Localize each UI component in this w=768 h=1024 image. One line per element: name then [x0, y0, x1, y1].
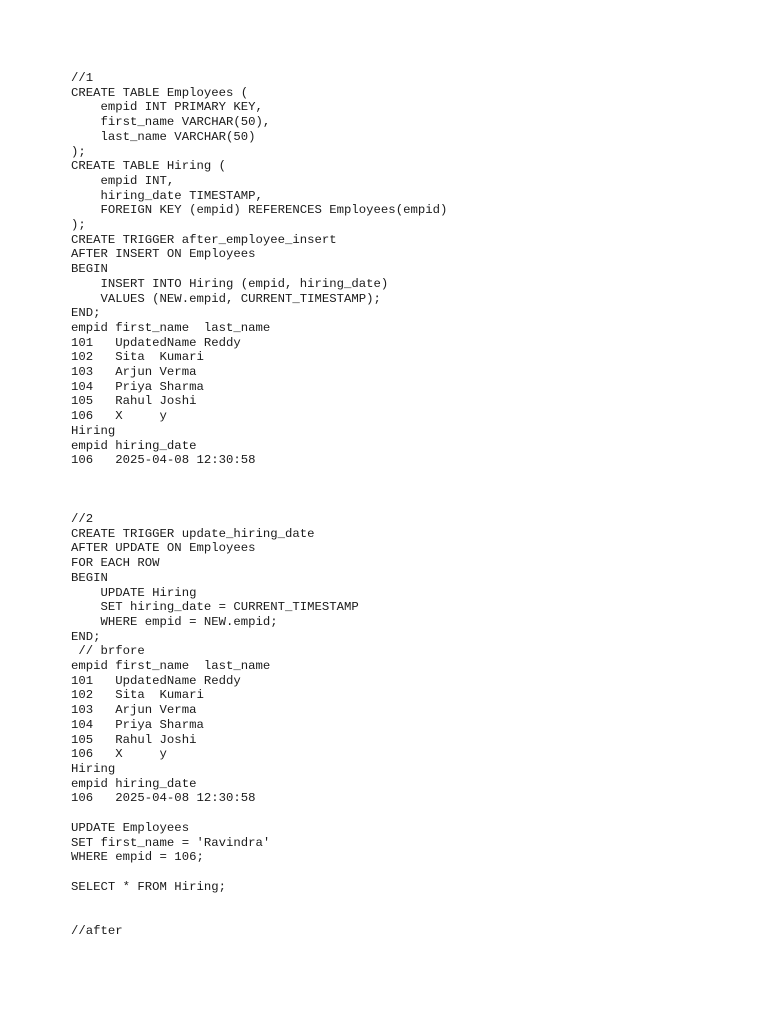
code-line: SET first_name = 'Ravindra' [71, 835, 271, 850]
code-line: last_name VARCHAR(50) [71, 129, 256, 144]
code-line: UPDATE Hiring [71, 585, 197, 600]
code-line: SELECT * FROM Hiring; [71, 879, 226, 894]
code-line: VALUES (NEW.empid, CURRENT_TIMESTAMP); [71, 291, 381, 306]
table-row: 106 2025-04-08 12:30:58 [71, 453, 256, 468]
blank-line [71, 894, 751, 909]
code-line: //1 [71, 71, 94, 85]
code-line: UPDATE Employees [71, 820, 190, 835]
code-line: BEGIN [71, 262, 108, 277]
code-line: CREATE TABLE Hiring ( [71, 159, 226, 174]
table-row: 103 Arjun Verma [71, 703, 197, 718]
table-row: 102 Sita Kumari [71, 350, 204, 365]
table-row: 106 X y [71, 409, 167, 424]
code-line: first_name VARCHAR(50), [71, 115, 271, 130]
code-line: ); [71, 218, 86, 233]
table-row: 106 2025-04-08 12:30:58 [71, 791, 256, 806]
code-line: CREATE TABLE Employees ( [71, 85, 249, 100]
code-line: WHERE empid = 106; [71, 850, 204, 865]
code-line: INSERT INTO Hiring (empid, hiring_date) [71, 276, 389, 291]
table-header-row: empid first_name last_name [71, 320, 271, 335]
code-line: hiring_date TIMESTAMP, [71, 188, 263, 203]
code-line: FOREIGN KEY (empid) REFERENCES Employees(empid) [71, 203, 448, 218]
table-row: 104 Priya Sharma [71, 717, 204, 732]
code-line: CREATE TRIGGER after_employee_insert [71, 232, 337, 247]
comment-line: // brfore [71, 644, 145, 659]
table-row: 104 Priya Sharma [71, 379, 204, 394]
table-row: 103 Arjun Verma [71, 365, 197, 380]
code-line: empid INT PRIMARY KEY, [71, 100, 263, 115]
table-row: 101 UpdatedName Reddy [71, 673, 241, 688]
table-title: Hiring [71, 762, 116, 776]
table-row: 101 UpdatedName Reddy [71, 335, 241, 350]
blank-line [71, 865, 751, 880]
table-row: 105 Rahul Joshi [71, 394, 197, 409]
code-line: END; [71, 306, 101, 321]
comment-line: //after [71, 923, 123, 938]
code-line: AFTER UPDATE ON Employees [71, 541, 256, 556]
code-line: AFTER INSERT ON Employees [71, 247, 256, 262]
document-page [71, 71, 751, 938]
table-row: 105 Rahul Joshi [71, 732, 197, 747]
blank-line [71, 483, 751, 498]
table-header-row: empid first_name last_name [71, 659, 271, 674]
table-title: Hiring [71, 423, 116, 438]
code-line: //2 [71, 512, 94, 527]
code-line: CREATE TRIGGER update_hiring_date [71, 526, 315, 541]
code-line: ); [71, 144, 86, 159]
table-header-row: empid hiring_date [71, 438, 197, 453]
blank-line [71, 497, 751, 512]
blank-line [71, 468, 751, 483]
code-block [71, 71, 751, 938]
code-line: WHERE empid = NEW.empid; [71, 614, 278, 629]
table-header-row: empid hiring_date [71, 776, 197, 791]
table-row: 106 X y [71, 747, 167, 762]
code-line: empid INT, [71, 173, 175, 188]
blank-line [71, 806, 751, 821]
code-line: FOR EACH ROW [71, 556, 160, 571]
table-row: 102 Sita Kumari [71, 688, 204, 703]
blank-line [71, 909, 751, 924]
code-line: SET hiring_date = CURRENT_TIMESTAMP [71, 600, 359, 615]
code-line: END; [71, 629, 101, 644]
code-line: BEGIN [71, 570, 108, 585]
